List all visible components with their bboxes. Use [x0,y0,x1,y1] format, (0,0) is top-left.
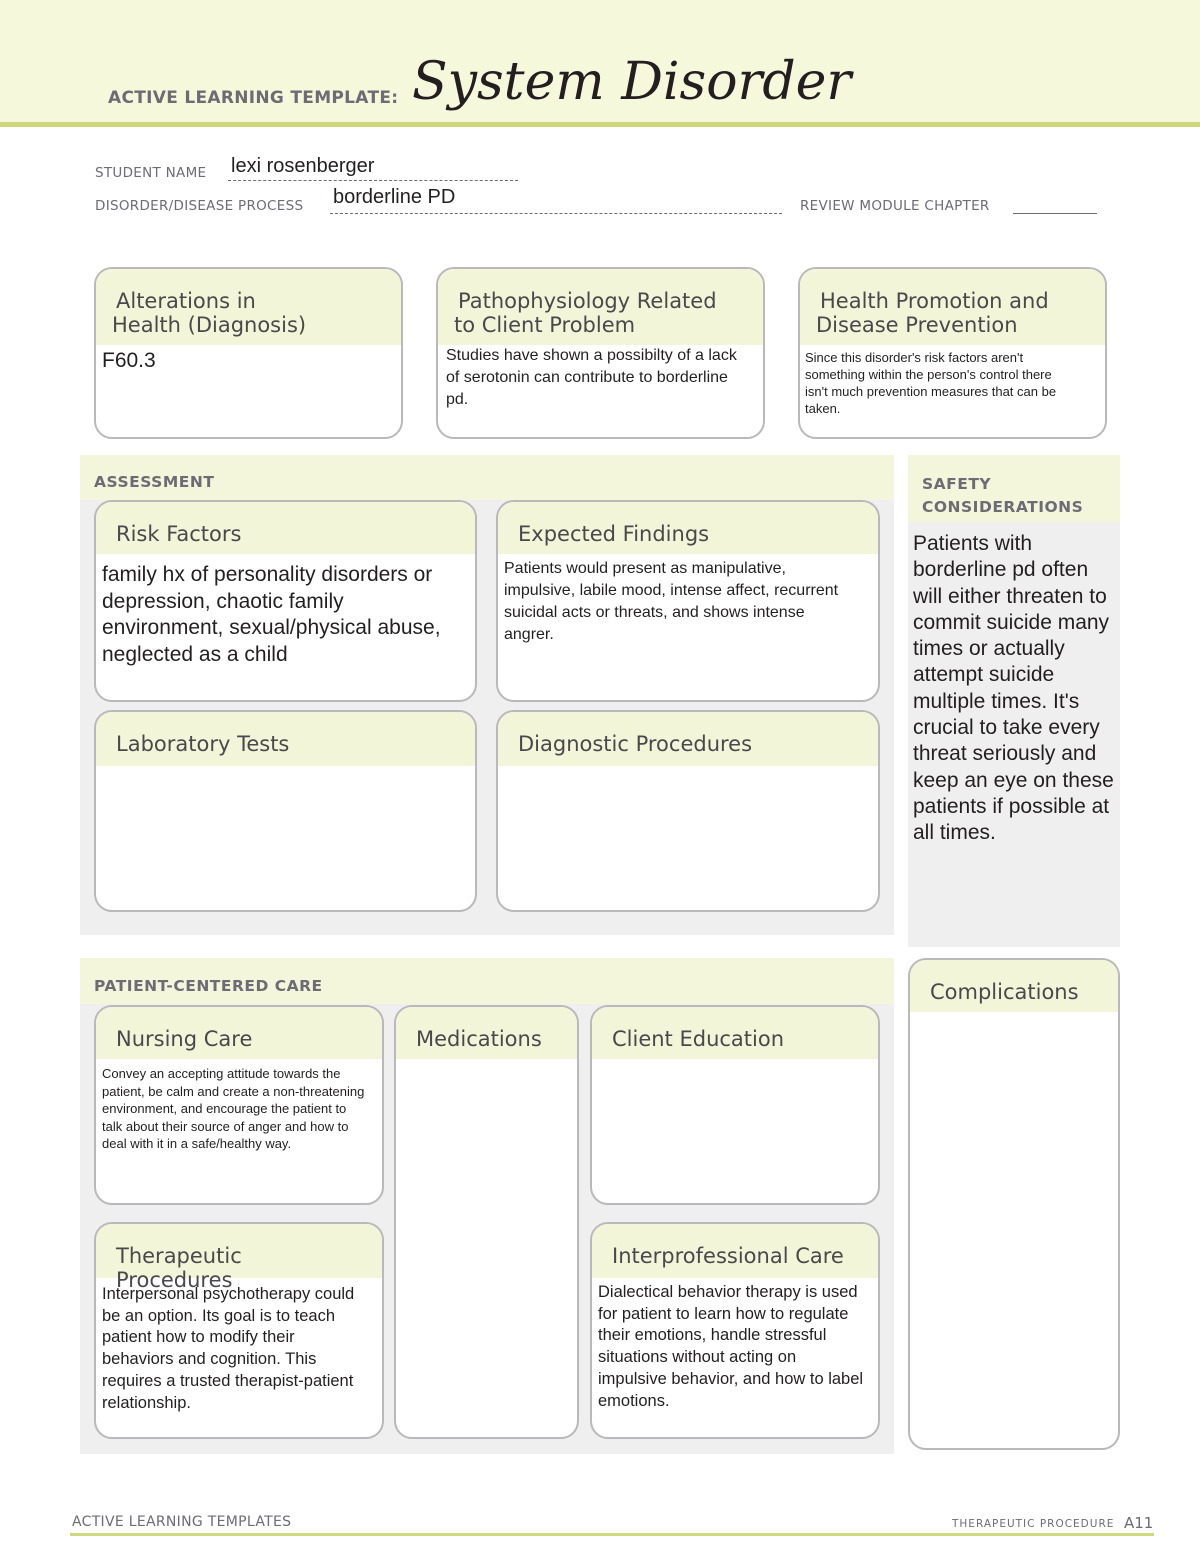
health-promotion-title-line2: Disease Prevention [816,313,1018,337]
therapeutic-procedures-box [94,1222,384,1439]
footer-right-label: THERAPEUTIC PROCEDURE [952,1518,1115,1530]
alterations-content[interactable]: F60.3 [102,349,156,372]
therapeutic-procedures-title: Therapeutic Procedures [96,1224,382,1278]
page-title: System Disorder [412,52,852,112]
template-label: ACTIVE LEARNING TEMPLATE: [108,88,399,108]
medications-box [394,1005,579,1439]
pathophysiology-title [438,269,763,345]
disorder-field[interactable]: borderline PD [333,186,456,208]
interprofessional-care-content[interactable]: Dialectical behavior therapy is used for patient to learn how to regulate their emotions, handle stressful situations without acting on impulsive behavior, and how to label emotions. [598,1283,864,1410]
safety-label [922,473,1083,519]
interprofessional-care-title: Interprofessional Care [592,1224,878,1278]
complications-title: Complications [910,960,1118,1012]
review-module-line [1013,213,1097,214]
pathophysiology-box [436,267,765,439]
student-name-line [228,180,518,181]
health-promotion-box [798,267,1107,439]
risk-factors-box [94,500,477,702]
client-education-box [590,1005,880,1205]
student-name-label: STUDENT NAME [95,165,207,181]
expected-findings-title: Expected Findings [498,502,878,554]
safety-label-line2: CONSIDERATIONS [922,498,1084,516]
student-name-field[interactable]: lexi rosenberger [231,155,375,177]
disorder-line [330,213,782,214]
laboratory-tests-title: Laboratory Tests [96,712,475,766]
alterations-title-line2: Health (Diagnosis) [112,313,307,337]
review-module-label: REVIEW MODULE CHAPTER [800,198,990,214]
pathophysiology-content[interactable]: Studies have shown a possibilty of a lack of serotonin can contribute to borderline pd. [446,347,737,408]
health-promotion-content[interactable]: Since this disorder's risk factors aren't something within the person's control there isn't much prevention measures that can be taken. [805,350,1057,416]
footer-rule [70,1533,1154,1536]
expected-findings-box [496,500,880,702]
diagnostic-procedures-box [496,710,880,912]
alterations-title-line1: Alterations in [116,289,256,313]
header-rule [0,122,1200,127]
risk-factors-content[interactable]: family hx of personality disorders or depression, chaotic family environment, sexual/physical abuse, neglected as a child [102,563,441,666]
footer-left-label: ACTIVE LEARNING TEMPLATES [72,1514,292,1530]
interprofessional-care-box [590,1222,880,1439]
pathophysiology-title-line2: to Client Problem [454,313,636,337]
nursing-care-box [94,1005,384,1205]
laboratory-tests-box [94,710,477,912]
safety-content[interactable]: Patients with borderline pd often will either threaten to commit suicide many times or actually attempt suicide multiple times. It's crucial to take every threat seriously and keep an eye on these patients if possible at all times. [913,532,1114,845]
alterations-box [94,267,403,439]
health-promotion-title [800,269,1105,345]
health-promotion-title-line1: Health Promotion and [820,289,1049,313]
alterations-title [96,269,401,345]
assessment-label: ASSESSMENT [94,473,215,491]
disorder-label: DISORDER/DISEASE PROCESS [95,198,304,214]
medications-title: Medications [396,1007,577,1059]
expected-findings-content[interactable]: Patients would present as manipulative, impulsive, labile mood, intense affect, recurrent suicidal acts or threats, and shows intense angrer. [504,560,839,643]
safety-label-line1: SAFETY [922,475,992,493]
nursing-care-content[interactable]: Convey an accepting attitude towards the patient, be calm and create a non-threatening environment, and encourage the patient to talk about their source of anger and how to deal with it in a safe/healthy way. [102,1066,365,1151]
page-number: A11 [1124,1514,1154,1532]
diagnostic-procedures-title: Diagnostic Procedures [498,712,878,766]
risk-factors-title: Risk Factors [96,502,475,554]
patient-care-label: PATIENT-CENTERED CARE [94,977,323,995]
therapeutic-procedures-content[interactable]: Interpersonal psychotherapy could be an option. Its goal is to teach patient how to modify their behaviors and cognition. This requires a trusted therapist-patient relationship. [102,1285,355,1412]
complications-box [908,958,1120,1450]
nursing-care-title: Nursing Care [96,1007,382,1059]
pathophysiology-title-line1: Pathophysiology Related [458,289,717,313]
client-education-title: Client Education [592,1007,878,1059]
